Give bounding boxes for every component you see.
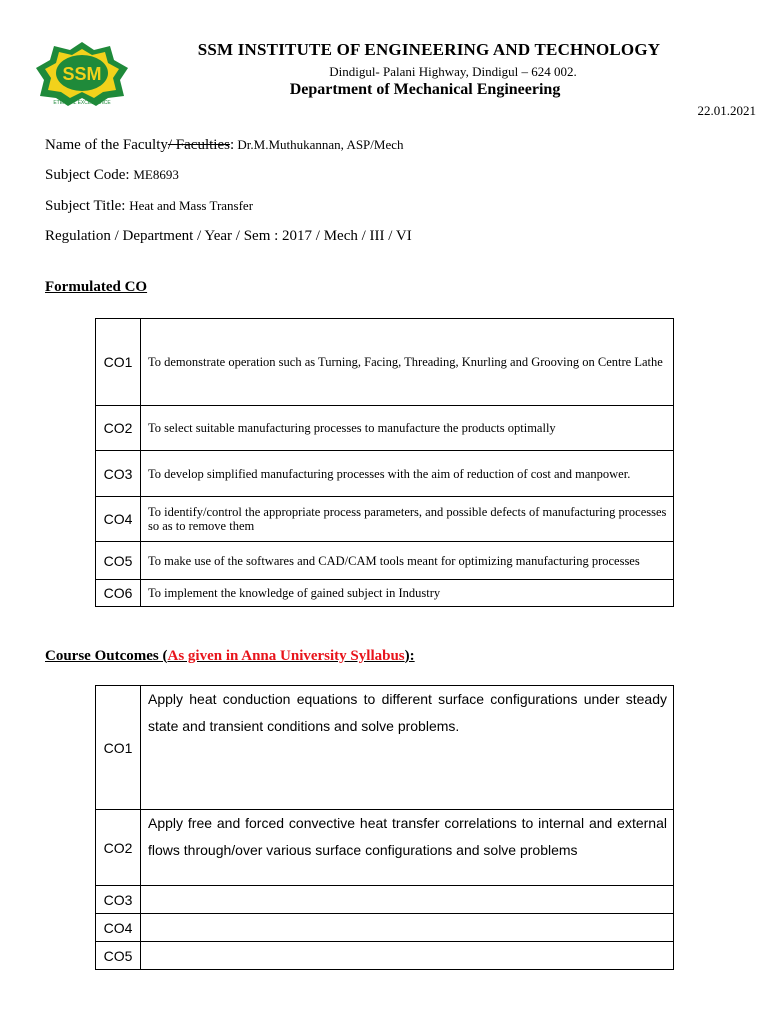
table-row bbox=[96, 542, 674, 580]
subject-code-line bbox=[45, 167, 179, 184]
co-code: CO2 bbox=[96, 406, 141, 451]
faculty-colon: : bbox=[229, 137, 235, 153]
co-description: To select suitable manufacturing processes to manufacture the products optimally bbox=[141, 406, 674, 451]
table-row bbox=[96, 686, 674, 810]
institute-address: Dindigul- Palani Highway, Dindigul – 624 002. bbox=[329, 64, 577, 79]
regulation-line: Regulation / Department / Year / Sem : 2017 / Mech / III / VI bbox=[45, 228, 412, 244]
table-row bbox=[96, 497, 674, 542]
co-code: CO1 bbox=[96, 319, 141, 406]
co-code: CO2 bbox=[96, 810, 141, 886]
department-name: Department of Mechanical Engineering bbox=[289, 81, 561, 98]
table-row bbox=[96, 406, 674, 451]
table-row bbox=[96, 319, 674, 406]
co-code: CO6 bbox=[96, 580, 141, 607]
subject-code-label: Subject Code: bbox=[45, 167, 134, 183]
logo-text: SSM bbox=[62, 64, 102, 84]
subject-code-value: ME8693 bbox=[133, 167, 179, 182]
co-code: CO1 bbox=[96, 686, 141, 810]
faculty-struck-text: / Faculties bbox=[167, 137, 230, 153]
co-description: To develop simplified manufacturing processes with the aim of reduction of cost and manpower. bbox=[141, 451, 674, 497]
subject-title-value: Heat and Mass Transfer bbox=[129, 198, 254, 213]
co-code: CO4 bbox=[96, 914, 141, 942]
co-description: Apply heat conduction equations to different surface configurations under steady state and transient conditions and solve problems. bbox=[141, 686, 674, 810]
co-description bbox=[141, 942, 674, 970]
course-outcomes-heading-suffix: ): bbox=[404, 648, 415, 664]
table-row bbox=[96, 580, 674, 607]
faculty-label: Name of the Faculty bbox=[45, 137, 168, 153]
co-description: Apply free and forced convective heat transfer correlations to internal and external flows through/over various surface configurations and solve problems bbox=[141, 810, 674, 886]
subject-title-line bbox=[45, 198, 253, 215]
formulated-co-heading: Formulated CO bbox=[45, 279, 148, 295]
table-row bbox=[96, 810, 674, 886]
course-outcomes-heading-source: As given in Anna University Syllabus bbox=[167, 648, 405, 664]
institute-name: SSM INSTITUTE OF ENGINEERING AND TECHNOLOGY bbox=[197, 40, 661, 59]
course-outcomes-heading-prefix: Course Outcomes ( bbox=[45, 648, 168, 664]
co-code: CO5 bbox=[96, 542, 141, 580]
table-row bbox=[96, 886, 674, 914]
co-description: To make use of the softwares and CAD/CAM tools meant for optimizing manufacturing processes bbox=[141, 542, 674, 580]
document-date: 22.01.2021 bbox=[697, 103, 756, 118]
co-code: CO3 bbox=[96, 886, 141, 914]
co-description: To identify/control the appropriate process parameters, and possible defects of manufacturing processes so as to remove them bbox=[141, 497, 674, 542]
co-code: CO3 bbox=[96, 451, 141, 497]
table-row bbox=[96, 451, 674, 497]
co-code: CO5 bbox=[96, 942, 141, 970]
course-outcomes-table bbox=[95, 685, 674, 970]
logo-motto: ETERNAL EXCELLENCE bbox=[53, 100, 111, 106]
co-description bbox=[141, 914, 674, 942]
table-row bbox=[96, 942, 674, 970]
subject-title-label: Subject Title: bbox=[45, 198, 130, 214]
faculty-line bbox=[45, 137, 404, 154]
table-row bbox=[96, 914, 674, 942]
co-description: To demonstrate operation such as Turning, Facing, Threading, Knurling and Grooving on Centre Lathe bbox=[141, 319, 674, 406]
faculty-value: Dr.M.Muthukannan, ASP/Mech bbox=[234, 137, 404, 152]
formulated-co-table bbox=[95, 318, 674, 607]
co-code: CO4 bbox=[96, 497, 141, 542]
co-description bbox=[141, 886, 674, 914]
co-description: To implement the knowledge of gained subject in Industry bbox=[141, 580, 674, 607]
course-outcomes-heading bbox=[45, 648, 415, 665]
